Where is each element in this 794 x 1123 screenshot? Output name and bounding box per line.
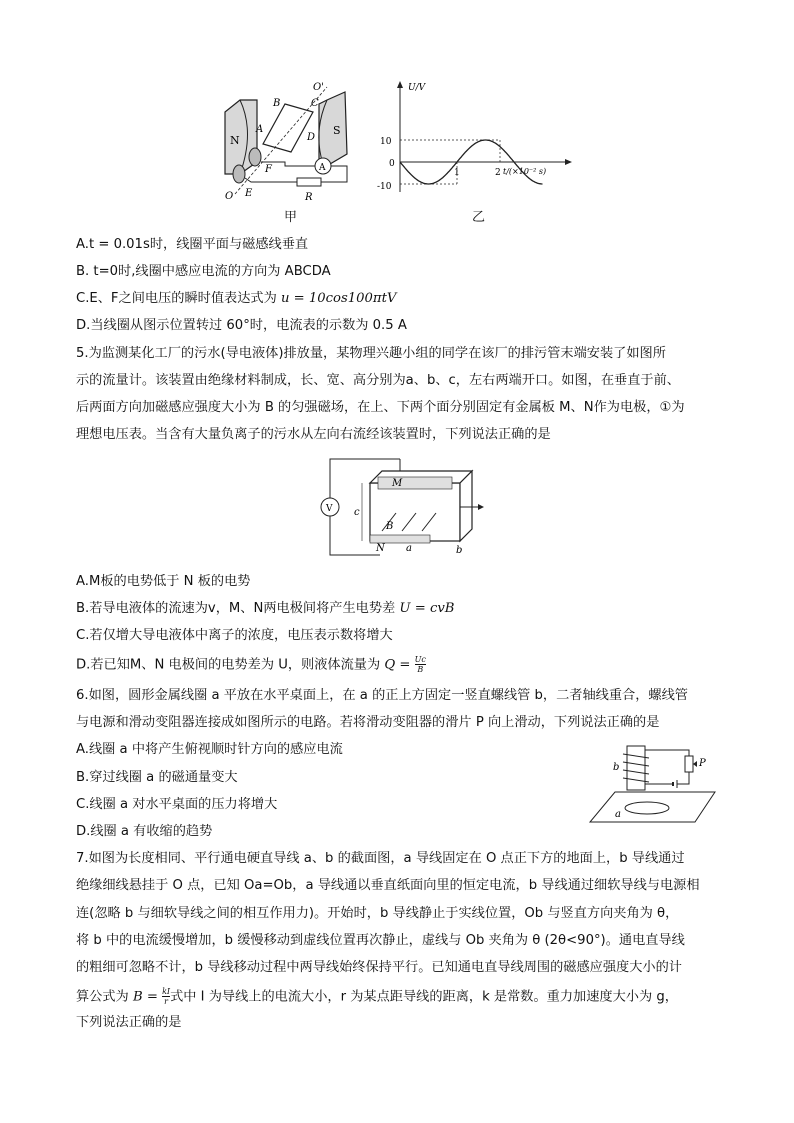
- q5d-text: D.若已知M、N 电极间的电势差为 U，则液体流量为: [76, 657, 385, 673]
- y-tick-10: 10: [380, 137, 392, 147]
- q5-option-b: [76, 600, 455, 618]
- q5-option-d: [76, 655, 426, 675]
- y-tick-neg10: -10: [377, 182, 392, 192]
- flowmeter-box: [370, 483, 460, 541]
- label-e: E: [245, 188, 253, 199]
- q7-6-denominator: r: [164, 997, 168, 1006]
- label-o-prime: O': [313, 82, 324, 93]
- q5-option-a: A.M板的电势低于 N 板的电势: [76, 574, 251, 589]
- slip-ring-e: [233, 165, 245, 183]
- q7-stem-line-7: 下列说法正确的是: [76, 1015, 182, 1030]
- label-b-field: B: [386, 521, 394, 532]
- table-surface: [590, 792, 715, 822]
- label-coil-a: a: [615, 809, 621, 820]
- q7-6-text-pre: 算公式为: [76, 989, 133, 1005]
- label-p: P: [699, 758, 706, 769]
- q4-option-a: A.t = 0.01s时，线圈平面与磁感线垂直: [76, 237, 309, 252]
- q4-option-c: [76, 290, 396, 308]
- coil: [263, 104, 316, 152]
- q5d-formula: Q =: [384, 657, 415, 673]
- q5d-denominator: B: [417, 665, 424, 674]
- label-b-dim: b: [456, 545, 463, 556]
- q5-stem-line-4: 理想电压表。当含有大量负离子的污水从左向右流经该装置时，下列说法正确的是: [76, 427, 551, 442]
- label-m: M: [392, 478, 403, 489]
- label-c-dim: c: [354, 507, 360, 518]
- q5d-fraction: [415, 655, 426, 674]
- q5-stem-line-2: 示的流量计。该装置由绝缘材料制成，长、宽、高分别为a、b、c，左右两端开口。如图，在垂直于前、: [76, 373, 680, 388]
- label-c: C: [311, 98, 319, 109]
- q7-stem-line-6: [76, 987, 678, 1007]
- rheostat: [685, 756, 693, 772]
- q6-option-a: A.线圈 a 中将产生俯视顺时针方向的感应电流: [76, 742, 343, 757]
- label-a: A: [256, 124, 264, 135]
- q5b-text: B.若导电液体的流速为v，M、N两电极间将产生电势差: [76, 601, 400, 616]
- y-axis-label: U/V: [408, 83, 426, 93]
- q7-6-fraction: [162, 987, 170, 1006]
- q5-stem-line-3: 后两面方向加磁感应强度大小为 B 的匀强磁场，在上、下两个面分别固定有金属板 M、N作为电极，①为: [76, 400, 685, 415]
- q4-option-b: B. t=0时,线圈中感应电流的方向为 ABCDA: [76, 264, 331, 279]
- label-b: B: [273, 98, 281, 109]
- q7-6-text-post: 式中 I 为导线上的电流大小，r 为某点距导线的距离，k 是常数。重力加速度大小为 g，: [170, 989, 678, 1005]
- label-n: N: [230, 134, 240, 147]
- q7-6-numerator: kI: [162, 987, 171, 996]
- q7-stem-line-4: 将 b 中的电流缓慢增加，b 缓慢移动到虚线位置再次静止，虚线与 Ob 夹角为 θ (2θ<90°)。通电直导线: [76, 933, 685, 948]
- label-ammeter: A: [319, 163, 326, 173]
- q5b-formula: U = cvB: [399, 601, 455, 616]
- label-n-plate: N: [376, 543, 385, 554]
- label-v: V: [326, 504, 333, 514]
- flowmeter-figure: [310, 455, 490, 560]
- q7-stem-line-1: 7.如图为长度相同、平行通电硬直导线 a、b 的截面图，a 导线固定在 O 点正下方的地面上，b 导线通过: [76, 851, 685, 866]
- q5-stem-line-1: 5.为监测某化工厂的污水(导电液体)排放量，某物理兴趣小组的同学在该厂的排污管末端安装了如图所: [76, 346, 666, 361]
- label-a-dim: a: [406, 543, 412, 554]
- label-r: R: [305, 192, 313, 203]
- label-s: S: [333, 124, 341, 137]
- electrode-m: [378, 477, 452, 489]
- q4c-text: C.E、F之间电压的瞬时值表达式为: [76, 291, 281, 306]
- q4c-formula: u = 10cos100πtV: [280, 291, 397, 306]
- label-solenoid-b: b: [613, 762, 620, 773]
- q7-stem-line-5: 的粗细可忽略不计，b 导线移动过程中两导线始终保持平行。已知通电直导线周围的磁感应强度大小的计: [76, 960, 682, 975]
- slider-p: [693, 761, 697, 767]
- q7-6-formula: B =: [132, 989, 163, 1005]
- q6-stem-line-2: 与电源和滑动变阻器连接成如图所示的电路。若将滑动变阻器的滑片 P 向上滑动，下列说法正确的是: [76, 715, 660, 730]
- q4-option-d: D.当线圈从图示位置转过 60°时，电流表的示数为 0.5 A: [76, 318, 407, 333]
- label-d: D: [307, 132, 316, 143]
- label-f: F: [265, 164, 272, 175]
- y-tick-0: 0: [389, 159, 395, 169]
- electrode-n: [370, 535, 430, 543]
- label-o: O: [225, 191, 234, 202]
- x-tick-1: 1: [454, 168, 460, 178]
- q7-stem-line-3: 连(忽略 b 与细软导线之间的相互作用力)。开始时，b 导线静止于实线位置，Ob 与竖直方向夹角为 θ，: [76, 906, 679, 921]
- q6-stem-line-1: 6.如图，圆形金属线圈 a 平放在水平桌面上，在 a 的正上方固定一竖直螺线管 b，二者轴线重合，螺线管: [76, 688, 688, 703]
- q5-option-c: C.若仅增大导电液体中离子的浓度，电压表示数将增大: [76, 628, 393, 643]
- solenoid-b: [627, 746, 645, 790]
- q5d-numerator: Uc: [414, 655, 426, 664]
- q6-option-d: D.线圈 a 有收缩的趋势: [76, 824, 213, 839]
- q6-option-b: B.穿过线圈 a 的磁通量变大: [76, 770, 238, 785]
- voltage-time-chart: [375, 80, 590, 200]
- resistor: [297, 178, 321, 186]
- x-tick-2: 2: [495, 168, 501, 178]
- figure-caption-jia: 甲: [284, 210, 298, 225]
- x-axis-label: t/(×10⁻² s): [503, 167, 547, 176]
- solenoid-figure: [585, 742, 720, 827]
- slip-ring-f: [249, 148, 261, 166]
- q6-option-c: C.线圈 a 对水平桌面的压力将增大: [76, 797, 278, 812]
- q7-stem-line-2: 绝缘细线悬挂于 O 点，已知 Oa=Ob，a 导线通以垂直纸面向里的恒定电流，b 导线通过细软导线与电源相: [76, 878, 700, 893]
- figure-caption-yi: 乙: [472, 210, 486, 225]
